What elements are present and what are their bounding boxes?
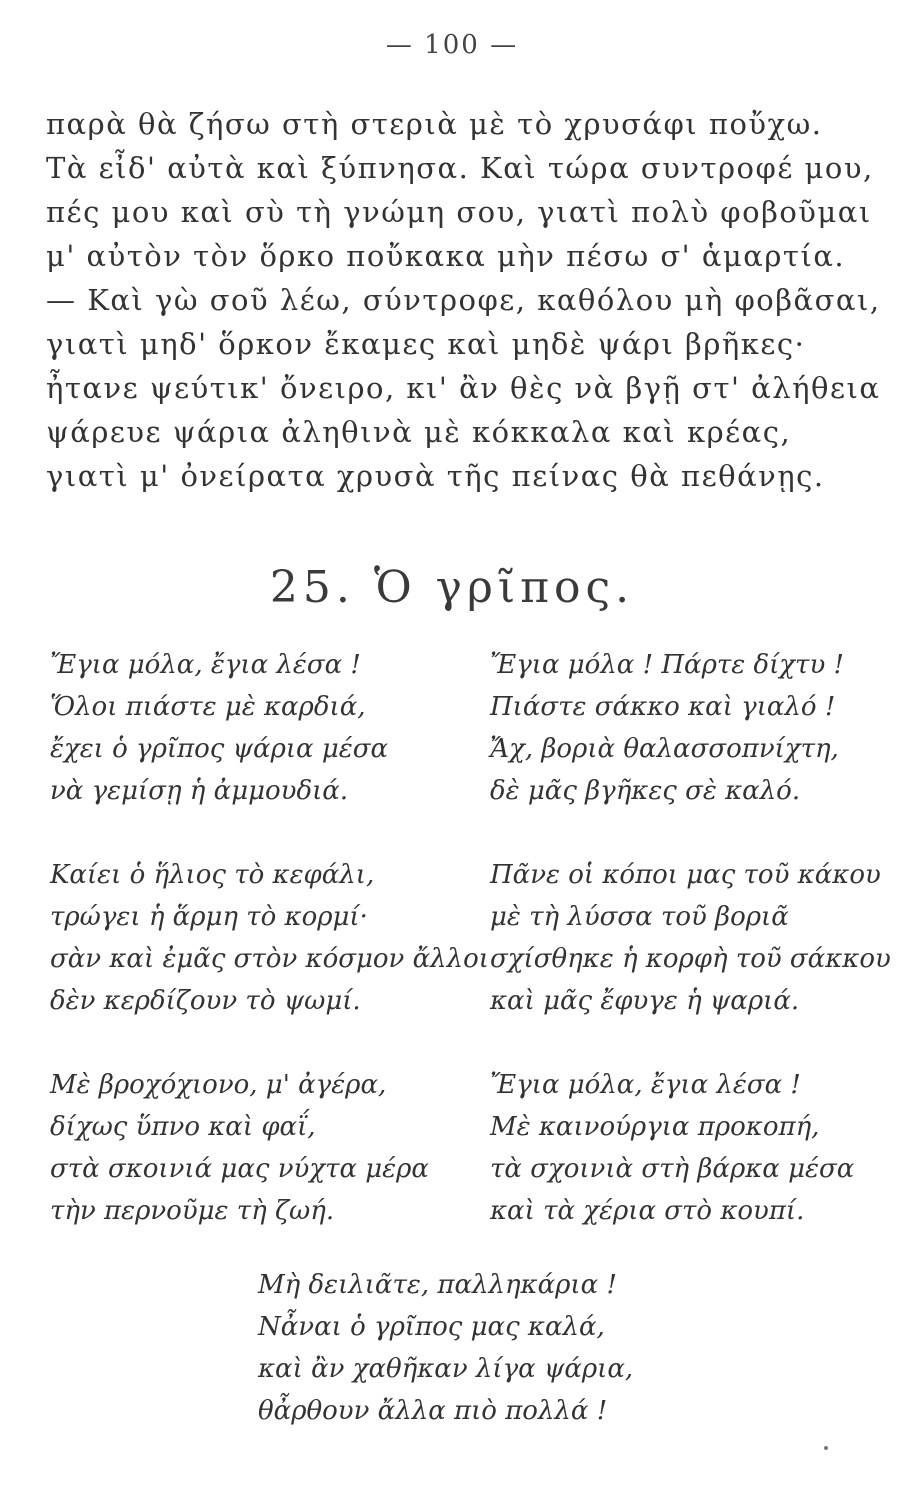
prose-line: μ' αὐτὸν τὸν ὅρκο ποὔκακα μὴν πέσω σ' ἁμαρτία. xyxy=(46,239,846,273)
stanza-left xyxy=(50,644,490,812)
verse-line: σχίσθηκε ἡ κορφὴ τοῦ σάκκου xyxy=(490,944,891,974)
verse-line: Νἆναι ὁ γρῖπος μας καλά, xyxy=(258,1312,605,1342)
stanza-left xyxy=(50,854,490,1022)
stanza-row xyxy=(50,644,870,812)
verse-line: τὴν περνοῦμε τὴ ζωή. xyxy=(50,1196,335,1226)
poem-stanzas xyxy=(50,644,891,1274)
page-number: — 100 — xyxy=(385,30,519,60)
verse-line: καὶ μᾶς ἔφυγε ἡ ψαριά. xyxy=(490,986,800,1016)
stanza-row xyxy=(50,854,891,1022)
verse-line: Μὲ βροχόχιονο, μ' ἀγέρα, xyxy=(50,1070,387,1100)
verse-line: ἔχει ὁ γρῖπος ψάρια μέσα xyxy=(50,734,389,764)
verse-line: Ὅλοι πιάστε μὲ καρδιά, xyxy=(50,692,366,722)
final-stanza xyxy=(258,1264,758,1432)
verse-line: Ἔγια μόλα, ἔγια λέσα ! xyxy=(50,650,361,680)
verse-line: Μὲ καινούργια προκοπή, xyxy=(490,1112,820,1142)
verse-line: Ἔγια μόλα, ἔγια λέσα ! xyxy=(490,1070,801,1100)
verse-line: θἆρθουν ἄλλα πιὸ πολλά ! xyxy=(258,1396,608,1426)
stanza-right xyxy=(490,1064,870,1232)
stanza-row xyxy=(50,1064,870,1232)
prose-line: ἦτανε ψεύτικ' ὄνειρο, κι' ἂν θὲς νὰ βγῇ στ' ἀλήθεια xyxy=(46,371,881,405)
verse-line: τὰ σχοινιὰ στὴ βάρκα μέσα xyxy=(490,1154,855,1184)
verse-line: δίχως ὕπνο καὶ φαΐ, xyxy=(50,1112,316,1142)
poem-title: 25. Ὁ γρῖπος. xyxy=(269,562,635,613)
verse-line: σὰν καὶ ἐμᾶς στὸν κόσμον ἄλλοι xyxy=(50,944,489,974)
prose-line: πές μου καὶ σὺ τὴ γνώμη σου, γιατὶ πολὺ φοβοῦμαι xyxy=(46,195,872,229)
stanza-left xyxy=(50,1064,490,1232)
verse-line: στὰ σκοινιά μας νύχτα μέρα xyxy=(50,1154,429,1184)
prose-line: παρὰ θὰ ζήσω στὴ στεριὰ μὲ τὸ χρυσάφι ποὔχω. xyxy=(46,107,823,141)
prose-line: ψάρευε ψάρια ἀληθινὰ μὲ κόκκαλα καὶ κρέας, xyxy=(46,415,792,449)
verse-line: μὲ τὴ λύσσα τοῦ βοριᾶ xyxy=(490,902,789,932)
verse-line: Ἔγια μόλα ! Πάρτε δίχτυ ! xyxy=(490,650,844,680)
prose-line: γιατὶ μ' ὀνείρατα χρυσὰ τῆς πείνας θὰ πεθάνῃς. xyxy=(46,459,825,493)
prose-paragraph xyxy=(46,102,881,498)
verse-line: δὲ μᾶς βγῆκες σὲ καλό. xyxy=(490,776,801,806)
verse-line: νὰ γεμίσῃ ἡ ἀμμουδιά. xyxy=(50,776,349,806)
stanza-right xyxy=(490,644,870,812)
verse-line: δὲν κερδίζουν τὸ ψωμί. xyxy=(50,986,361,1016)
verse-line: καὶ τὰ χέρια στὸ κουπί. xyxy=(490,1196,805,1226)
verse-line: Πᾶνε οἱ κόποι μας τοῦ κάκου xyxy=(490,860,881,890)
prose-line: — Καὶ γὼ σοῦ λέω, σύντροφε, καθόλου μὴ φοβᾶσαι, xyxy=(46,283,881,317)
stanza-right xyxy=(490,854,891,1022)
prose-line: Τὰ εἶδ' αὐτὰ καὶ ξύπνησα. Καὶ τώρα συντροφέ μου, xyxy=(46,151,874,185)
verse-line: Μὴ δειλιᾶτε, παλληκάρια ! xyxy=(258,1270,617,1300)
verse-line: Καίει ὁ ἥλιος τὸ κεφάλι, xyxy=(50,860,375,890)
ink-speck xyxy=(824,1446,828,1450)
verse-line: Ἄχ, βοριὰ θαλασσοπνίχτη, xyxy=(490,734,839,764)
verse-line: τρώγει ἡ ἅρμη τὸ κορμί· xyxy=(50,902,368,932)
verse-line: καὶ ἂν χαθῆκαν λίγα ψάρια, xyxy=(258,1354,634,1384)
prose-line: γιατὶ μηδ' ὅρκον ἔκαμες καὶ μηδὲ ψάρι βρῆκες· xyxy=(46,327,806,361)
verse-line: Πιάστε σάκκο καὶ γιαλό ! xyxy=(490,692,836,722)
